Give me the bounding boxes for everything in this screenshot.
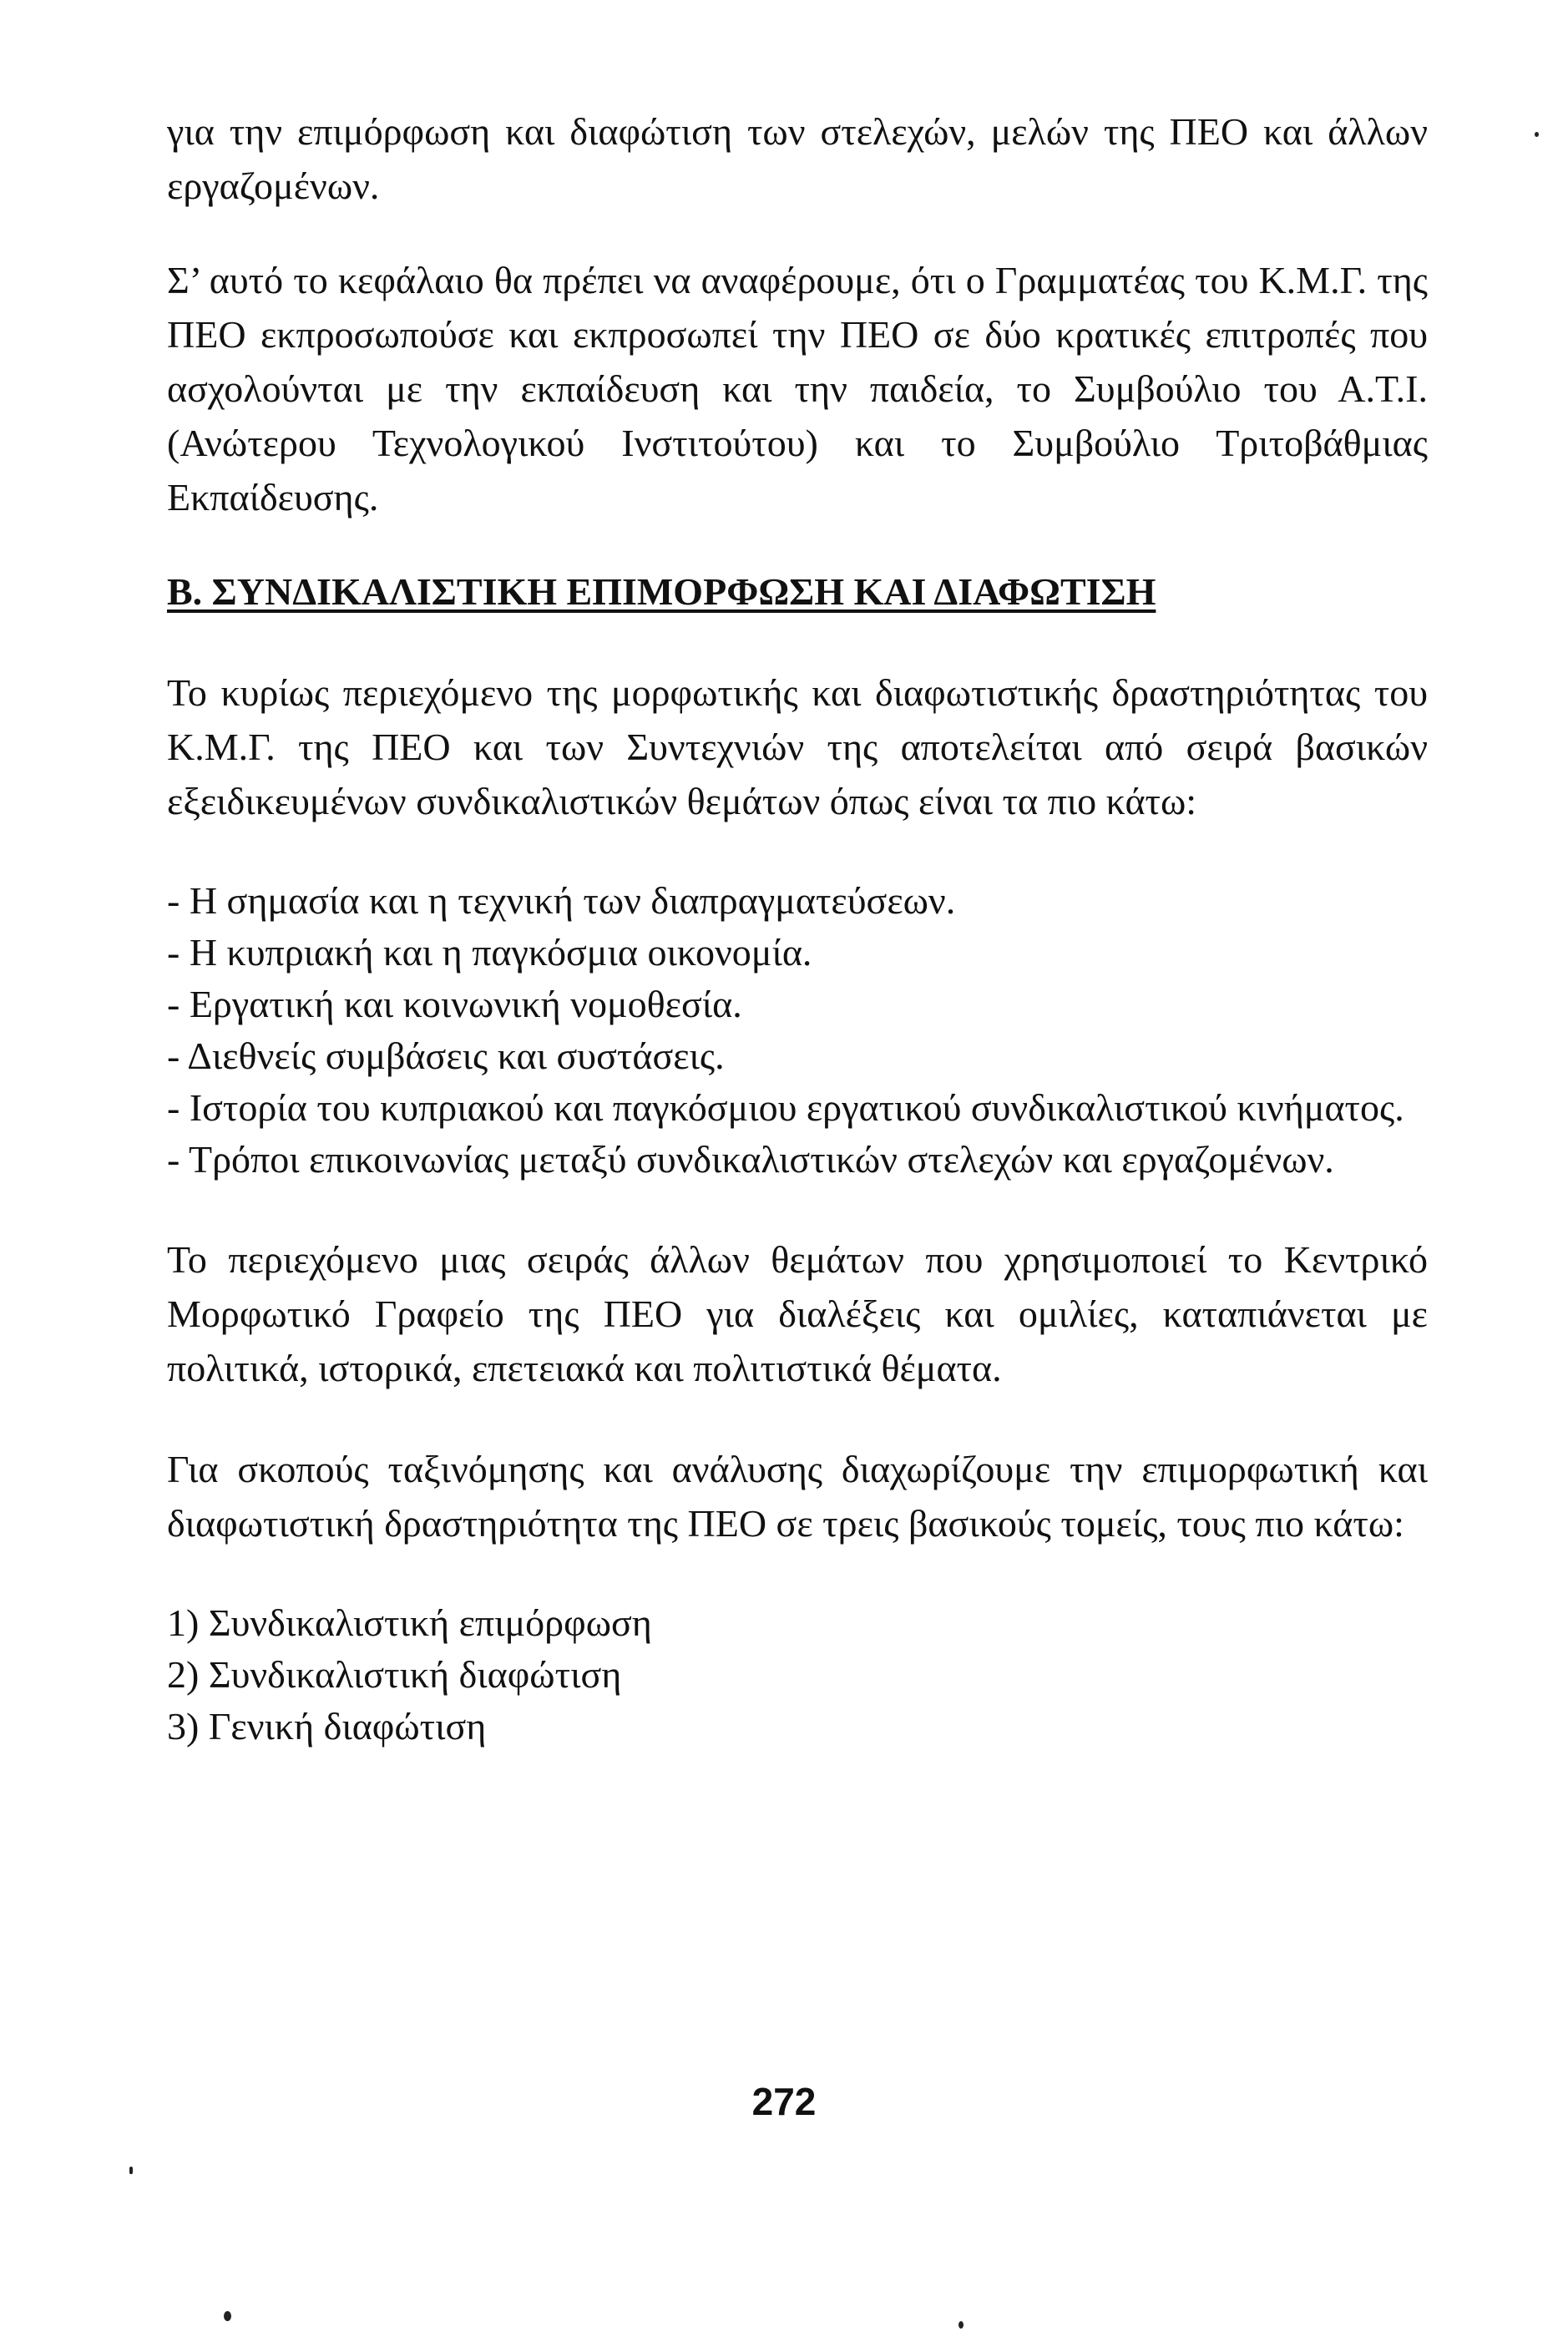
list-item: - Εργατική και κοινωνική νομοθεσία. (167, 983, 742, 1025)
topics-list (167, 875, 1428, 1186)
scan-speck (224, 2311, 231, 2321)
paragraph-other-topics: Το περιεχόμενο μιας σειράς άλλων θεμάτων που χρησιμοποιεί το Κεντρικό Μορφωτικό Γραφείο της ΠΕΟ για διαλέξεις και ομιλίες, καταπιάνεται με πολιτικά, ιστορικά, επετειακά και πολιτιστικά θέματα. (167, 1238, 1428, 1389)
list-item: - Ιστορία του κυπριακού και παγκόσμιου εργατικού συνδικαλιστικού κινήματος. (167, 1086, 1404, 1129)
document-page (167, 104, 1428, 1753)
list-item: - Διεθνείς συμβάσεις και συστάσεις. (167, 1034, 725, 1077)
list-item: 3) Γενική διαφώτιση (167, 1705, 487, 1748)
scan-speck (1535, 132, 1539, 137)
list-item: - Η κυπριακή και η παγκόσμια οικονομία. (167, 931, 812, 974)
paragraph-committees: Σ’ αυτό το κεφάλαιο θα πρέπει να αναφέρουμε, ότι ο Γραμματέας του Κ.Μ.Γ. της ΠΕΟ εκπροσωπούσε και εκπροσωπεί την ΠΕΟ σε δύο κρατικές επιτροπές που ασχολούνται με την εκπαίδευση και την παιδεία, το Συμβούλιο του Α.Τ.Ι. (Ανώτερου Τεχνολογικού Ινστιτούτου) και το Συμβούλιο Τριτοβάθμιας Εκπαίδευσης. (167, 259, 1428, 518)
scan-speck (959, 2321, 964, 2329)
sectors-list (167, 1597, 1428, 1753)
list-item: - Τρόποι επικοινωνίας μεταξύ συνδικαλιστικών στελεχών και εργαζομένων. (167, 1138, 1334, 1181)
scan-speck (129, 2167, 133, 2174)
list-item: 2) Συνδικαλιστική διαφώτιση (167, 1653, 622, 1696)
page-number: 272 (751, 2080, 817, 2123)
paragraph-continuation: για την επιμόρφωση και διαφώτιση των στελεχών, μελών της ΠΕΟ και άλλων εργαζομένων. (167, 110, 1428, 207)
paragraph-classification: Για σκοπούς ταξινόμησης και ανάλυσης διαχωρίζουμε την επιμορφωτική και διαφωτιστική δραστηριότητα της ΠΕΟ σε τρεις βασικούς τομείς, τους πιο κάτω: (167, 1448, 1428, 1545)
list-item: - Η σημασία και η τεχνική των διαπραγματεύσεων. (167, 879, 956, 922)
list-item: 1) Συνδικαλιστική επιμόρφωση (167, 1601, 652, 1644)
paragraph-intro: Το κυρίως περιεχόμενο της μορφωτικής και διαφωτιστικής δραστηριότητας του Κ.Μ.Γ. της ΠΕΟ και των Συντεχνιών της αποτελείται από σειρά βασικών εξειδικευμένων συνδικαλιστικών θεμάτων όπως είναι τα πιο κάτω: (167, 671, 1428, 822)
section-heading: Β. ΣΥΝΔΙΚΑΛΙΣΤΙΚΗ ΕΠΙΜΟΡΦΩΣΗ ΚΑΙ ΔΙΑΦΩΤΙΣΗ (167, 570, 1156, 613)
